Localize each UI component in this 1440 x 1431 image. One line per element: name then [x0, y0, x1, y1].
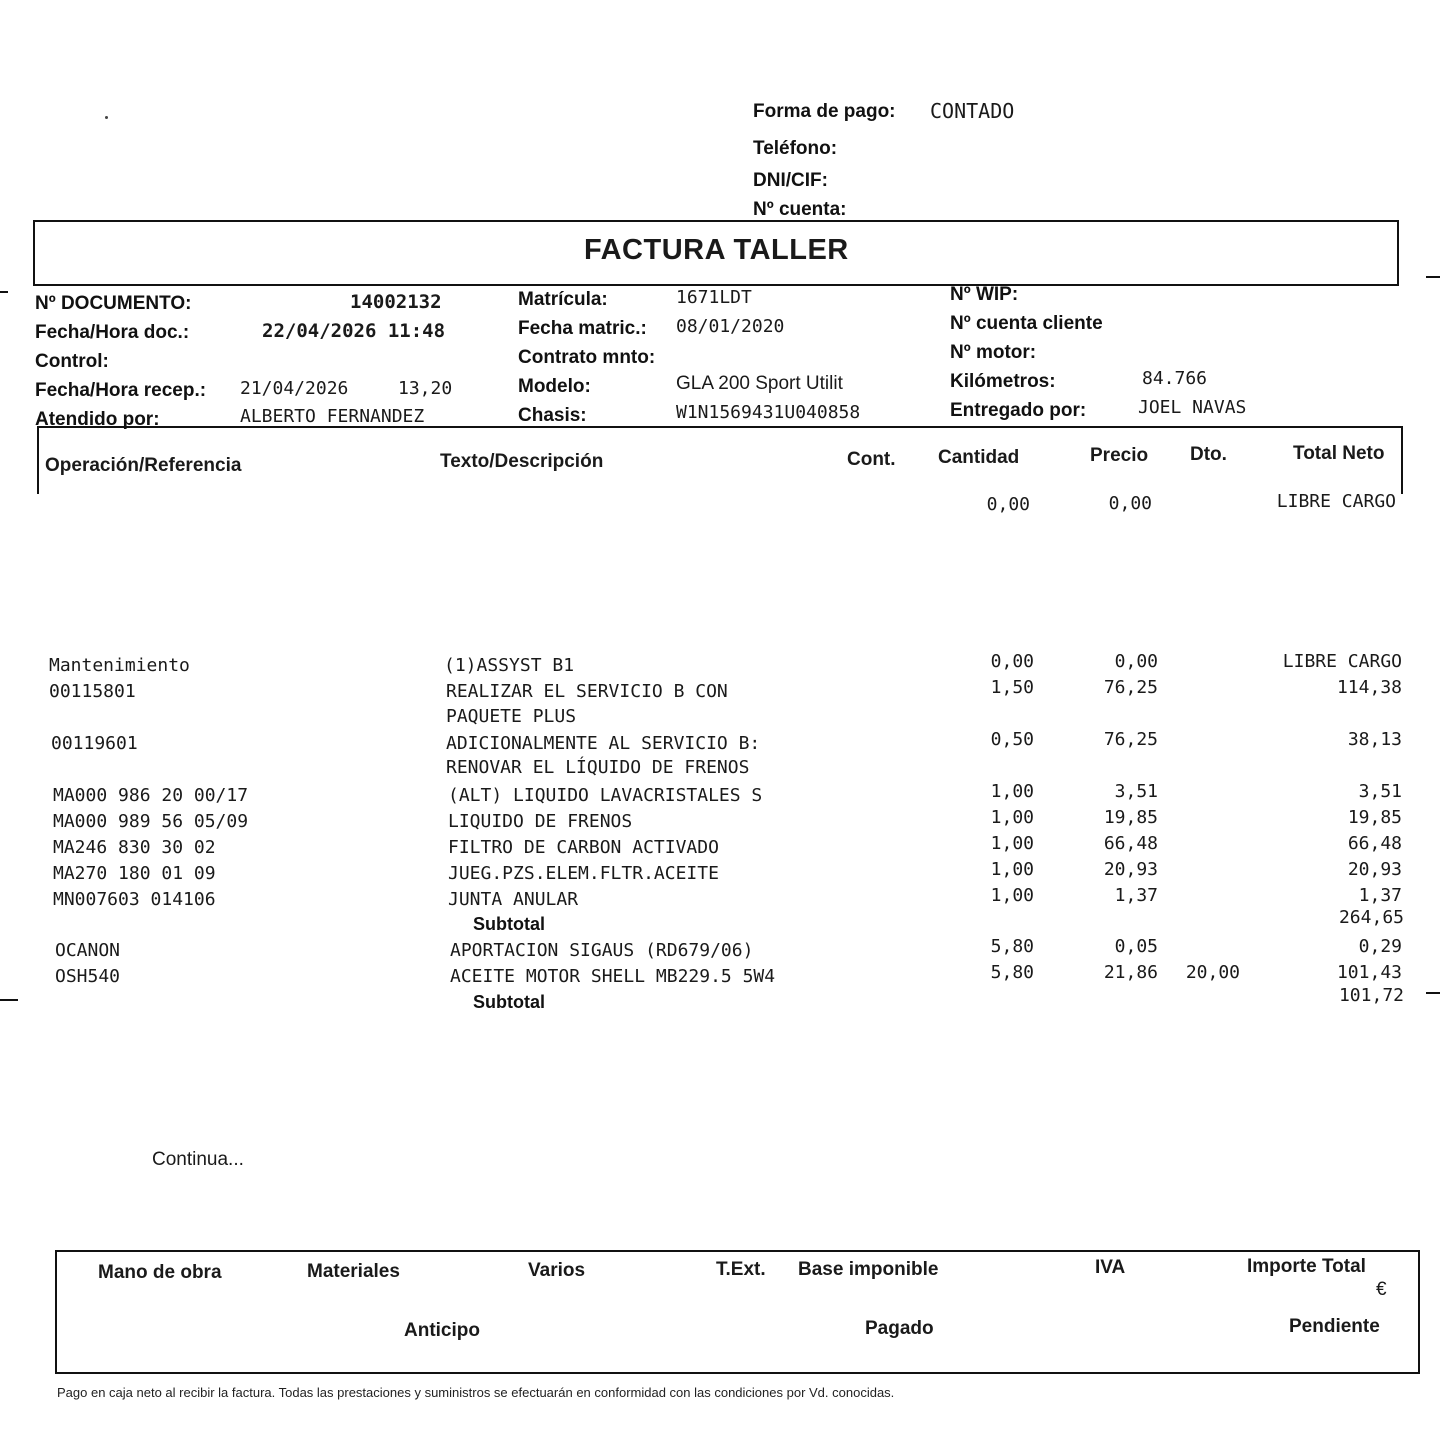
subtotal1-label: Subtotal: [473, 914, 545, 934]
fecha-doc-value: 22/04/2026 11:48: [262, 320, 446, 342]
line-desc: ACEITE MOTOR SHELL MB229.5 5W4: [450, 966, 776, 987]
documento-label: Nº DOCUMENTO:: [35, 293, 192, 314]
totals-pendiente: Pendiente: [1289, 1316, 1380, 1337]
line-desc: JUEG.PZS.ELEM.FLTR.ACEITE: [448, 863, 719, 884]
line-ref: OCANON: [55, 940, 121, 961]
line-precio: 0,05: [1114, 936, 1158, 957]
km-value: 84.766: [1142, 368, 1208, 389]
totals-pagado: Pagado: [865, 1318, 934, 1339]
line-ref: MA000 986 20 00/17: [53, 785, 249, 806]
line-cantidad: 1,00: [990, 859, 1034, 880]
line-ref: MA270 180 01 09: [53, 863, 216, 884]
totals-materiales: Materiales: [307, 1261, 400, 1282]
line-precio: 20,93: [1103, 859, 1158, 880]
modelo-value: GLA 200 Sport Utilit: [676, 373, 843, 394]
control-label: Control:: [35, 351, 109, 372]
line-precio: 1,37: [1114, 885, 1158, 906]
wip-label: Nº WIP:: [950, 284, 1019, 305]
line-total: 1,37: [1358, 885, 1402, 906]
line-total: 19,85: [1347, 807, 1402, 828]
matricula-label: Matrícula:: [518, 289, 608, 310]
header-precio: Precio: [1090, 445, 1149, 466]
header-texto: Texto/Descripción: [440, 451, 604, 472]
line-total: LIBRE CARGO: [1282, 651, 1402, 672]
forma-pago-value: CONTADO: [930, 99, 1015, 123]
line-desc: REALIZAR EL SERVICIO B CON: [446, 681, 728, 702]
line-cantidad: 5,80: [990, 936, 1034, 957]
line-total: 101,43: [1336, 962, 1402, 983]
chasis-value: W1N1569431U040858: [676, 402, 861, 423]
speck: [105, 116, 108, 119]
fecha-recep-time: 13,20: [398, 378, 453, 399]
line-ref: MN007603 014106: [53, 889, 216, 910]
telefono-label: Teléfono:: [753, 138, 838, 159]
cuenta-cliente-label: Nº cuenta cliente: [950, 313, 1103, 334]
line-dto: 20,00: [1185, 962, 1240, 983]
line-total: 20,93: [1347, 859, 1402, 880]
line-total: 114,38: [1336, 677, 1402, 698]
line-cantidad: 0,00: [990, 651, 1034, 672]
fecha-recep-date: 21/04/2026: [240, 378, 349, 399]
line-total: 38,13: [1347, 729, 1402, 750]
totals-text: T.Ext.: [716, 1259, 766, 1280]
line-precio: 76,25: [1103, 677, 1158, 698]
contrato-label: Contrato mnto:: [518, 347, 656, 368]
fecha-matric-label: Fecha matric.:: [518, 318, 647, 339]
subtotal2-label: Subtotal: [473, 992, 545, 1012]
line-cantidad: 0,50: [990, 729, 1034, 750]
margin-mark: [0, 291, 8, 293]
line-precio: 3,51: [1114, 781, 1158, 802]
totals-currency: €: [1376, 1279, 1387, 1300]
line-precio: 0,00: [1114, 651, 1158, 672]
first-row-cantidad: 0,00: [986, 494, 1030, 515]
continua-text: Continua...: [152, 1149, 244, 1170]
header-cont: Cont.: [847, 449, 896, 470]
line-desc: JUNTA ANULAR: [448, 889, 579, 910]
line-desc: APORTACION SIGAUS (RD679/06): [450, 940, 754, 961]
motor-label: Nº motor:: [950, 342, 1037, 363]
line-precio: 76,25: [1103, 729, 1158, 750]
line-desc: (1)ASSYST B1: [444, 655, 575, 676]
line-cantidad: 1,00: [990, 833, 1034, 854]
totals-base: Base imponible: [798, 1259, 939, 1280]
totals-iva: IVA: [1095, 1257, 1126, 1278]
matricula-value: 1671LDT: [676, 287, 752, 308]
line-total: 0,29: [1358, 936, 1402, 957]
atendido-label: Atendido por:: [35, 409, 160, 430]
fecha-matric-value: 08/01/2020: [676, 316, 785, 337]
header-operacion: Operación/Referencia: [45, 455, 242, 476]
line-precio: 66,48: [1103, 833, 1158, 854]
line-desc: PAQUETE PLUS: [446, 706, 577, 727]
line-cantidad: 1,00: [990, 781, 1034, 802]
line-desc: LIQUIDO DE FRENOS: [448, 811, 633, 832]
dni-label: DNI/CIF:: [753, 170, 828, 191]
fecha-doc-label: Fecha/Hora doc.:: [35, 322, 190, 343]
line-cantidad: 1,00: [990, 885, 1034, 906]
line-desc: RENOVAR EL LÍQUIDO DE FRENOS: [446, 757, 750, 778]
line-cantidad: 1,00: [990, 807, 1034, 828]
subtotal1-value: 264,65: [1338, 907, 1404, 928]
line-desc: (ALT) LIQUIDO LAVACRISTALES S: [448, 785, 763, 806]
subtotal2-value: 101,72: [1338, 985, 1404, 1006]
document-title: FACTURA TALLER: [584, 234, 849, 266]
first-row-precio: 0,00: [1108, 493, 1152, 514]
line-cantidad: 1,50: [990, 677, 1034, 698]
modelo-label: Modelo:: [518, 376, 591, 397]
km-label: Kilómetros:: [950, 371, 1056, 392]
line-ref: MA246 830 30 02: [53, 837, 216, 858]
line-total: 66,48: [1347, 833, 1402, 854]
line-total: 3,51: [1358, 781, 1402, 802]
totals-anticipo: Anticipo: [404, 1320, 480, 1341]
line-ref: Mantenimiento: [49, 655, 190, 676]
footer-text: Pago en caja neto al recibir la factura. Todas las prestaciones y suministros se efectuarán en conformidad con las condiciones por Vd. conocidas.: [57, 1385, 895, 1400]
forma-pago-label: Forma de pago:: [753, 101, 896, 122]
entregado-label: Entregado por:: [950, 400, 1087, 421]
entregado-value: JOEL NAVAS: [1138, 397, 1247, 418]
header-cantidad: Cantidad: [938, 447, 1020, 468]
margin-mark: [1426, 992, 1440, 994]
atendido-value: ALBERTO FERNANDEZ: [240, 406, 425, 427]
header-dto: Dto.: [1190, 444, 1227, 465]
cuenta-label: Nº cuenta:: [753, 199, 847, 220]
line-ref: MA000 989 56 05/09: [53, 811, 249, 832]
line-ref: 00115801: [49, 681, 136, 702]
header-total: Total Neto: [1293, 443, 1385, 464]
line-cantidad: 5,80: [990, 962, 1034, 983]
fecha-recep-label: Fecha/Hora recep.:: [35, 380, 207, 401]
totals-importe: Importe Total: [1247, 1256, 1366, 1277]
line-ref: 00119601: [51, 733, 138, 754]
line-precio: 19,85: [1103, 807, 1158, 828]
margin-mark: [0, 999, 18, 1001]
documento-value: 14002132: [350, 291, 442, 313]
chasis-label: Chasis:: [518, 405, 587, 426]
totals-varios: Varios: [528, 1260, 586, 1281]
margin-mark: [1426, 276, 1440, 278]
first-row-total: LIBRE CARGO: [1276, 491, 1396, 512]
line-ref: OSH540: [55, 966, 121, 987]
totals-mano-obra: Mano de obra: [98, 1262, 222, 1283]
line-precio: 21,86: [1103, 962, 1158, 983]
line-desc: ADICIONALMENTE AL SERVICIO B:: [446, 733, 761, 754]
line-desc: FILTRO DE CARBON ACTIVADO: [448, 837, 719, 858]
